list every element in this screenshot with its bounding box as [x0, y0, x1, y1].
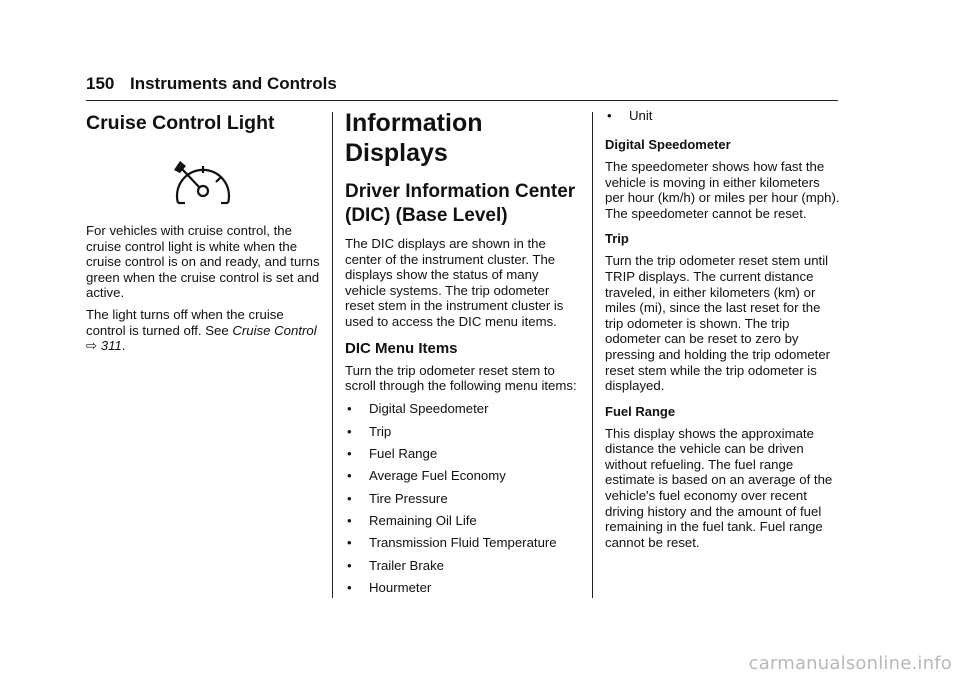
- menu-item-label: Unit: [629, 108, 653, 123]
- list-item: [345, 443, 581, 465]
- list-item: [345, 398, 581, 420]
- cruise-off-text: The light turns off when the cruise control is turned off. See: [86, 306, 284, 338]
- dic-intro: The DIC displays are shown in the center of the instrument cluster. The displays show the status of many vehicle systems. The trip odometer reset stem in the instrument cluster is used to access the DIC menu items.: [345, 236, 564, 329]
- list-item: [605, 108, 841, 127]
- cruise-control-speedometer-icon: [168, 155, 238, 215]
- list-item: [345, 465, 581, 487]
- bullet: •: [347, 513, 352, 529]
- page-header: [86, 70, 838, 101]
- dic-menu-heading: DIC Menu Items: [345, 339, 458, 357]
- column-information-displays: [345, 108, 581, 599]
- column-divider: [332, 112, 333, 598]
- page-number: 150: [86, 74, 115, 93]
- cruise-control-heading: Cruise Control Light: [86, 112, 275, 134]
- menu-item-label: Trip: [369, 423, 392, 439]
- trip-text: Turn the trip odometer reset stem until TRIP displays. The current distance traveled, in either kilometers (km) or miles (mi), since the last reset for the trip odometer is shown. The trip odometer can be reset to zero by pressing and holding the trip odometer reset stem while the trip odometer is displayed.: [605, 253, 831, 394]
- menu-item-label: Trailer Brake: [369, 557, 444, 573]
- column-dic-details: [605, 108, 841, 550]
- list-item: [345, 532, 581, 554]
- list-item: [345, 554, 581, 576]
- bullet: •: [607, 108, 612, 123]
- bullet: •: [347, 468, 352, 484]
- fuel-range-text: This display shows the approximate distance the vehicle can be driven without refueling. The fuel range estimate is based on an average of the vehicle's fuel economy over recent driving history and the amount of fuel remaining in the fuel tank. Fuel range cannot be reset.: [605, 425, 833, 550]
- column-cruise-control: [86, 108, 322, 354]
- page-ref-number[interactable]: 311: [100, 338, 122, 354]
- section-title: Instruments and Controls: [130, 74, 337, 93]
- list-item: [345, 577, 581, 599]
- bullet: •: [347, 490, 352, 506]
- bullet: •: [347, 557, 352, 573]
- digital-speedometer-text: The speedometer shows how fast the vehicle is moving in either kilometers per hour (km/h) or miles per hour (mph). The speedometer cannot be reset.: [605, 158, 840, 221]
- trip-heading: Trip: [605, 231, 629, 247]
- list-item: [345, 510, 581, 532]
- page-ref-arrow-icon: ⇨: [86, 338, 98, 354]
- list-item: [345, 487, 581, 509]
- information-displays-title: Information Displays: [345, 109, 483, 167]
- bullet: •: [347, 445, 352, 461]
- menu-item-label: Transmission Fluid Temperature: [369, 535, 557, 551]
- cruise-control-off-note: [86, 307, 322, 354]
- cruise-control-link[interactable]: Cruise Control: [232, 322, 317, 338]
- watermark: carmanualsonline.info: [748, 653, 952, 674]
- column-divider: [592, 112, 593, 598]
- menu-item-label: Hourmeter: [369, 580, 432, 596]
- bullet: •: [347, 401, 352, 417]
- menu-item-label: Tire Pressure: [369, 490, 448, 506]
- dic-menu-list: [345, 398, 581, 599]
- list-item: [345, 420, 581, 442]
- bullet: •: [347, 423, 352, 439]
- digital-speedometer-heading: Digital Speedometer: [605, 136, 731, 152]
- menu-item-label: Remaining Oil Life: [369, 513, 477, 529]
- menu-item-label: Digital Speedometer: [369, 401, 489, 417]
- cruise-off-end: .: [121, 338, 126, 354]
- dic-subtitle: Driver Information Center (DIC) (Base Level): [345, 181, 576, 226]
- dic-menu-intro: Turn the trip odometer reset stem to scroll through the following menu items:: [345, 362, 577, 394]
- fuel-range-heading: Fuel Range: [605, 403, 676, 419]
- menu-item-label: Fuel Range: [369, 445, 438, 461]
- menu-item-label: Average Fuel Economy: [369, 468, 506, 484]
- bullet: •: [347, 535, 352, 551]
- cruise-control-description: For vehicles with cruise control, the cruise control light is white when the cruise control is on and ready, and turns green when the cruise control is set and active.: [86, 223, 320, 301]
- bullet: •: [347, 580, 352, 596]
- dic-menu-list-continued: [605, 108, 841, 127]
